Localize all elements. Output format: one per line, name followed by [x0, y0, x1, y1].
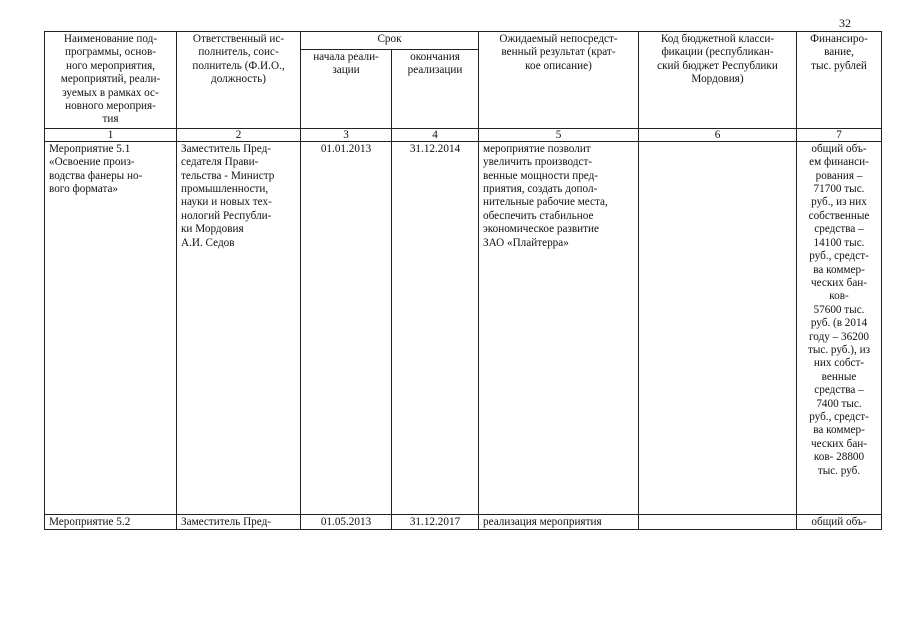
funding: общий объ- [797, 514, 882, 529]
program-table [44, 31, 882, 530]
header-start: начала реали- зации [301, 49, 392, 128]
column-number: 7 [797, 128, 882, 141]
start-date: 01.01.2013 [301, 141, 392, 514]
column-number: 6 [639, 128, 797, 141]
header-executor: Ответственный ис- полнитель, соис- полнитель (Ф.И.О., должность) [177, 32, 301, 129]
page-number: 32 [839, 16, 851, 30]
funding: общий объ- ем финанси- рования – 71700 тыс. руб., из них собственные средства – 14100 тыс. руб., средст- ва коммер- ческих бан- ков- 57600 тыс. руб. (в 2014 году – 36200 тыс. руб.), из них собст- венные средства – 7400 тыс. руб., средст- ва коммер- ческих бан- ков- 28800 тыс. руб. [797, 141, 882, 514]
expected-result: мероприятие позволит увеличить производст- венные мощности пред- приятия, создать допол- нительные рабочие места, обеспечить стабильное экономическое развитие ЗАО «Плайтерра» [479, 141, 639, 514]
column-number: 5 [479, 128, 639, 141]
executor: Заместитель Пред- [177, 514, 301, 529]
column-number: 3 [301, 128, 392, 141]
header-code: Код бюджетной класси- фикации (республикан- ский бюджет Республики Мордовия) [639, 32, 797, 129]
activity-name: Мероприятие 5.2 [45, 514, 177, 529]
header-end: окончания реализации [392, 49, 479, 128]
end-date: 31.12.2014 [392, 141, 479, 514]
header-funding: Финансиро- вание, тыс. рублей [797, 32, 882, 129]
column-number: 1 [45, 128, 177, 141]
header-result: Ожидаемый непосредст- венный результат (крат- кое описание) [479, 32, 639, 129]
end-date: 31.12.2017 [392, 514, 479, 529]
budget-code [639, 141, 797, 514]
start-date: 01.05.2013 [301, 514, 392, 529]
column-number: 2 [177, 128, 301, 141]
budget-code [639, 514, 797, 529]
expected-result: реализация мероприятия [479, 514, 639, 529]
table-row [45, 141, 882, 514]
column-number-row [45, 128, 882, 141]
header-row [45, 32, 882, 50]
executor: Заместитель Пред- седателя Прави- тельства - Министр промышленности, науки и новых тех- нологий Республи- ки Мордовия А.И. Седов [177, 141, 301, 514]
table-row [45, 514, 882, 529]
column-number: 4 [392, 128, 479, 141]
header-name: Наименование под- программы, основ- ного мероприятия, мероприятий, реали- зуемых в рамках ос- новного мероприя- тия [45, 32, 177, 129]
header-srok: Срок [301, 32, 479, 50]
activity-name: Мероприятие 5.1 «Освоение произ- водства фанеры но- вого формата» [45, 141, 177, 514]
